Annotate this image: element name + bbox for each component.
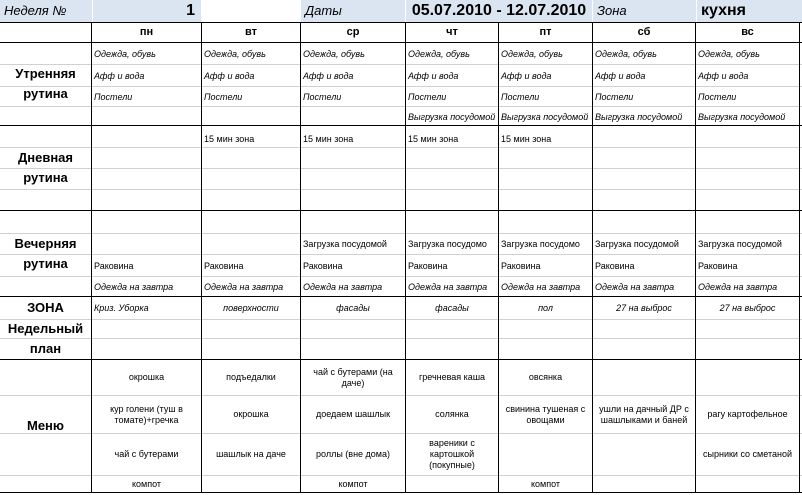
grid-line — [0, 296, 802, 297]
morning-cell[interactable]: Одежда, обувь — [408, 49, 470, 59]
day-cell[interactable]: 15 мин зона — [204, 134, 255, 144]
grid-line — [0, 319, 802, 320]
grid-line — [0, 86, 802, 87]
morning-cell[interactable]: Постели — [595, 92, 634, 102]
menu-cell[interactable] — [202, 476, 300, 492]
menu-cell[interactable] — [696, 360, 799, 395]
zone-label: Зона — [597, 3, 627, 18]
grid-line — [799, 22, 800, 493]
day-cell[interactable]: 15 мин зона — [303, 134, 354, 144]
evening-cell[interactable]: Одежда на завтра — [698, 282, 778, 292]
morning-cell[interactable]: Одежда, обувь — [204, 49, 266, 59]
menu-cell[interactable]: чай с бутерами — [114, 449, 179, 459]
morning-cell[interactable]: Постели — [303, 92, 342, 102]
menu-cell[interactable]: овсянка — [528, 372, 563, 382]
menu-cell[interactable]: свинина тушеная с овощами — [505, 403, 586, 425]
menu-cell[interactable]: ушли на дачный ДР с шашлыками и баней — [599, 403, 689, 425]
header-week-label-cell — [0, 0, 92, 22]
morning-cell[interactable]: Постели — [94, 92, 133, 102]
day-cell[interactable]: 15 мин зона — [501, 134, 552, 144]
evening-cell[interactable]: Загрузка посудомо — [408, 239, 487, 249]
menu-cell[interactable]: роллы (вне дома) — [316, 449, 390, 459]
morning-cell[interactable]: Одежда, обувь — [501, 49, 563, 59]
header-zone-value-cell[interactable] — [697, 0, 802, 22]
morning-cell[interactable]: Одежда, обувь — [303, 49, 365, 59]
section-zone — [0, 297, 91, 319]
grid-line — [0, 42, 802, 43]
morning-cell[interactable]: Постели — [501, 92, 540, 102]
menu-cell[interactable]: шашлык на даче — [216, 449, 286, 459]
grid-line — [0, 125, 802, 126]
day-header-mon: пн — [139, 26, 154, 38]
section-weekly-label: Недельный план — [7, 321, 84, 356]
zone-cell[interactable]: 27 на выброс — [719, 303, 776, 313]
menu-cell[interactable]: кур голени (туш в томате)+гречка — [110, 403, 183, 425]
menu-cell[interactable] — [593, 476, 695, 492]
menu-cell[interactable]: рагу картофельное — [707, 409, 788, 419]
day-header-fri: пт — [539, 26, 552, 38]
menu-cell[interactable]: компот — [338, 478, 368, 489]
menu-cell[interactable]: окрошка — [128, 372, 165, 382]
grid-line — [0, 254, 802, 255]
menu-cell[interactable] — [406, 476, 498, 492]
morning-cell[interactable]: Одежда, обувь — [595, 49, 657, 59]
evening-cell[interactable]: Загрузка посудомой — [595, 239, 679, 249]
morning-cell[interactable]: Афф и вода — [408, 71, 459, 81]
grid-line — [0, 276, 802, 277]
menu-cell[interactable]: компот — [530, 478, 561, 489]
menu-cell[interactable]: сырники со сметаной — [703, 449, 792, 459]
grid-line — [0, 168, 802, 169]
morning-cell[interactable]: Афф и вода — [303, 71, 354, 81]
dates-label: Даты — [305, 3, 342, 18]
menu-cell[interactable] — [593, 434, 695, 475]
section-morning-routine — [0, 43, 91, 125]
week-value[interactable]: 1 — [186, 2, 195, 19]
grid-line — [0, 189, 802, 190]
zone-cell[interactable]: фасады — [336, 303, 370, 313]
day-cell[interactable]: 15 мин зона — [408, 134, 459, 144]
zone-cell[interactable]: фасады — [435, 303, 469, 313]
dates-value[interactable]: 05.07.2010 - 12.07.2010 — [411, 2, 587, 19]
header-dates-value-cell[interactable] — [406, 0, 592, 22]
morning-cell[interactable]: Выгрузка посудомой — [501, 112, 589, 122]
evening-cell[interactable]: Одежда на завтра — [595, 282, 675, 292]
morning-cell[interactable]: Одежда, обувь — [698, 49, 760, 59]
section-day-label: Дневная рутина — [17, 150, 73, 185]
zone-cell[interactable]: Криз. Уборка — [94, 303, 149, 313]
menu-cell[interactable]: гречневая каша — [418, 372, 486, 382]
section-menu-label: Меню — [26, 418, 64, 433]
zone-value[interactable]: кухня — [701, 2, 746, 19]
section-zone-label: ЗОНА — [27, 300, 64, 315]
menu-cell[interactable] — [593, 360, 695, 395]
header-week-value-cell[interactable] — [93, 0, 201, 22]
morning-cell[interactable]: Выгрузка посудомой — [408, 112, 496, 122]
evening-cell[interactable]: Одежда на завтра — [408, 282, 488, 292]
evening-cell[interactable]: Раковина — [303, 261, 343, 271]
section-evening-label: Вечерняя рутина — [14, 235, 77, 271]
day-header-wed: ср — [346, 26, 360, 38]
morning-cell[interactable]: Одежда, обувь — [94, 49, 156, 59]
morning-cell[interactable]: Афф и вода — [501, 71, 552, 81]
evening-cell[interactable]: Раковина — [595, 261, 635, 271]
morning-cell[interactable]: Афф и вода — [94, 71, 145, 81]
evening-cell[interactable]: Одежда на завтра — [501, 282, 581, 292]
morning-cell[interactable]: Постели — [698, 92, 737, 102]
evening-cell[interactable]: Раковина — [94, 261, 134, 271]
section-evening-routine — [0, 211, 91, 296]
zone-cell[interactable]: 27 на выброс — [616, 303, 672, 313]
day-header-thu: чт — [446, 26, 458, 38]
header-dates-label-cell — [301, 0, 405, 22]
evening-cell[interactable]: Загрузка посудомой — [698, 239, 782, 249]
day-header-tue: вт — [244, 26, 257, 38]
grid-line — [0, 106, 802, 107]
morning-cell[interactable]: Выгрузка посудомой — [595, 112, 683, 122]
evening-cell[interactable]: Одежда на завтра — [204, 282, 284, 292]
day-header-sun: вс — [741, 26, 754, 38]
section-day-routine — [0, 126, 91, 210]
grid-line — [0, 492, 802, 493]
morning-cell[interactable]: Выгрузка посудомой — [698, 112, 786, 122]
evening-cell[interactable]: Одежда на завтра — [303, 282, 383, 292]
evening-cell[interactable]: Раковина — [408, 261, 448, 271]
grid-line — [0, 233, 802, 234]
morning-cell[interactable]: Афф и вода — [595, 71, 646, 81]
grid-line — [0, 64, 802, 65]
section-weekly-plan — [0, 319, 91, 359]
evening-cell[interactable]: Раковина — [204, 261, 244, 271]
evening-cell[interactable]: Загрузка посудомой — [303, 239, 387, 249]
menu-cell[interactable]: подъедалки — [226, 372, 276, 382]
evening-cell[interactable]: Одежда на завтра — [94, 282, 174, 292]
menu-cell[interactable] — [696, 476, 799, 492]
evening-cell[interactable]: Раковина — [501, 261, 541, 271]
zone-cell[interactable]: поверхности — [223, 303, 279, 313]
menu-cell[interactable]: солянка — [435, 409, 469, 419]
grid-line — [0, 338, 802, 339]
week-label: Неделя № — [4, 3, 67, 18]
morning-cell[interactable]: Афф и вода — [698, 71, 749, 81]
section-menu — [0, 360, 91, 492]
day-header-sat: сб — [637, 26, 651, 38]
menu-cell[interactable]: чай с бутерами (на даче) — [313, 366, 393, 388]
menu-cell[interactable]: доедаем шашлык — [315, 409, 391, 419]
morning-cell[interactable]: Постели — [408, 92, 447, 102]
section-morning-label: Утренняя рутина — [15, 66, 76, 101]
evening-cell[interactable]: Раковина — [698, 261, 738, 271]
grid-line — [0, 147, 802, 148]
menu-cell[interactable]: окрошка — [233, 409, 269, 419]
menu-cell[interactable]: компот — [131, 478, 162, 489]
morning-cell[interactable]: Афф и вода — [204, 71, 255, 81]
grid-line — [0, 210, 802, 211]
evening-cell[interactable]: Загрузка посудомо — [501, 239, 580, 249]
morning-cell[interactable]: Постели — [204, 92, 243, 102]
menu-cell[interactable] — [499, 434, 592, 475]
menu-cell[interactable]: вареники с картошкой (покупные) — [429, 438, 475, 470]
header-zone-label-cell — [593, 0, 696, 22]
zone-cell[interactable]: пол — [538, 303, 553, 313]
